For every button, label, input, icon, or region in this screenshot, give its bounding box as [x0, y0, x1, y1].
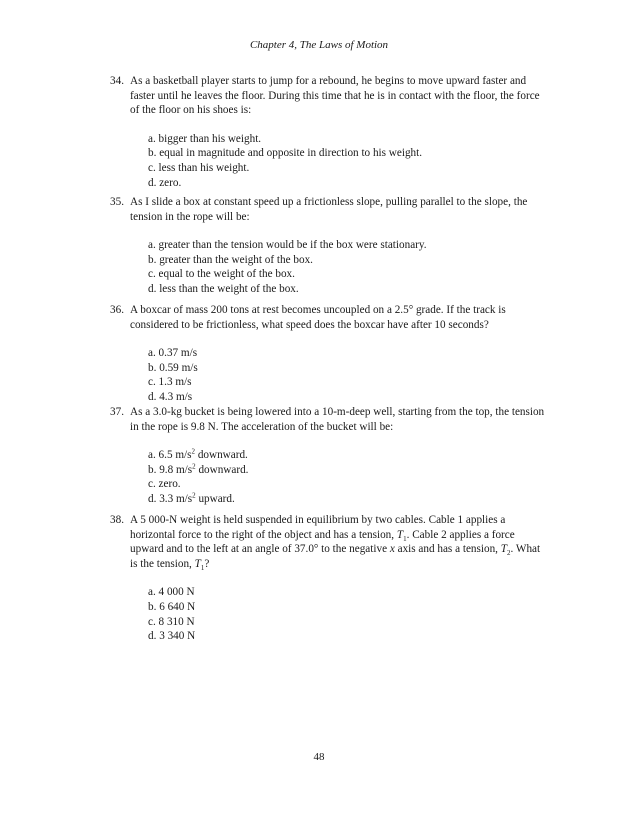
- exponent: 2: [191, 447, 196, 456]
- option-d: d. less than the weight of the box.: [148, 282, 299, 295]
- question-36: [110, 303, 550, 405]
- question-text-part: . Cable 2 applies a force upward and to the left at an angle of 37.0° to the negative: [130, 528, 515, 556]
- question-number: 38.: [110, 514, 124, 526]
- question-text-part: ?: [204, 557, 210, 570]
- option-b-direction: downward.: [195, 463, 249, 476]
- option-c: c. 1.3 m/s: [148, 376, 192, 389]
- question-text: As a 3.0-kg bucket is being lowered into a 10-m-deep well, starting from the top, the tension in the rope is 9.8 N. The acceleration of the bucket will be:: [130, 406, 545, 433]
- option-a: a. greater than the tension would be if the box were stationary.: [148, 239, 427, 252]
- answer-options: [110, 585, 550, 643]
- option-d: d. 4.3 m/s: [148, 390, 193, 403]
- option-a-direction: downward.: [195, 449, 248, 462]
- answer-options: [110, 346, 550, 404]
- question-text-part: axis and has a tension,: [394, 543, 501, 556]
- question-text-part: A 5 000-N weight is held suspended in equilibrium by two cables. Cable 1 applies a horizontal force to the right of the object and has a tension,: [130, 514, 506, 541]
- option-a: [148, 448, 550, 463]
- answer-options: [110, 448, 550, 506]
- question-34: [110, 74, 550, 190]
- option-a: a. 0.37 m/s: [148, 347, 198, 360]
- tension-subscript: 2: [507, 549, 511, 558]
- tension-subscript: 1: [200, 564, 205, 573]
- option-d-direction: upward.: [195, 492, 235, 505]
- question-text: [130, 513, 550, 571]
- question-number: 36.: [110, 304, 124, 316]
- question-number: 35.: [110, 196, 124, 208]
- option-a: a. 4 000 N: [148, 586, 195, 599]
- option-c: c. 8 310 N: [148, 615, 195, 628]
- page-number: 48: [313, 751, 325, 763]
- question-number: 37.: [110, 406, 124, 418]
- tension-symbol: T: [396, 528, 404, 541]
- option-d-value: d. 3.3 m/s: [148, 492, 193, 505]
- option-d: d. 3 340 N: [148, 630, 196, 643]
- exponent: 2: [192, 491, 196, 500]
- tension-symbol: T: [194, 557, 201, 570]
- question-number: 34.: [110, 75, 124, 87]
- option-a: a. bigger than his weight.: [148, 132, 262, 145]
- option-b: [148, 463, 550, 478]
- chapter-header: Chapter 4, The Laws of Motion: [249, 39, 389, 51]
- question-text: As a basketball player starts to jump for a rebound, he begins to move upward faster and faster until he leaves the floor. During this time that he is in contact with the floor, the force of the floor on his shoes is:: [130, 75, 540, 117]
- option-d: [148, 492, 550, 507]
- option-b-value: b. 9.8 m/s: [148, 463, 193, 476]
- option-c: [148, 477, 550, 492]
- option-d: d. zero.: [148, 176, 182, 189]
- answer-options: [110, 132, 550, 190]
- question-37: [110, 405, 550, 507]
- option-b: b. 6 640 N: [148, 600, 196, 613]
- option-b: b. equal in magnitude and opposite in direction to his weight.: [148, 147, 423, 160]
- option-b: b. greater than the weight of the box.: [148, 253, 313, 266]
- question-text-part: . What is the tension,: [130, 543, 541, 570]
- option-b: b. 0.59 m/s: [148, 361, 198, 374]
- tension-symbol: T: [500, 543, 507, 556]
- question-35: [110, 195, 550, 297]
- question-text: A boxcar of mass 200 tons at rest becomes uncoupled on a 2.5° grade. If the track is considered to be frictionless, what speed does the boxcar have after 10 seconds?: [130, 304, 506, 331]
- option-c-value: c. zero.: [148, 478, 181, 491]
- question-text: As I slide a box at constant speed up a frictionless slope, pulling parallel to the slope, the tension in the rope will be:: [130, 196, 528, 223]
- option-c: c. equal to the weight of the box.: [148, 268, 295, 281]
- question-38: [110, 513, 550, 644]
- axis-symbol: x: [389, 543, 395, 556]
- option-a-value: a. 6.5 m/s: [148, 449, 192, 462]
- exponent: 2: [192, 462, 196, 471]
- tension-subscript: 1: [403, 534, 407, 543]
- answer-options: [110, 238, 550, 296]
- option-c: c. less than his weight.: [148, 161, 250, 174]
